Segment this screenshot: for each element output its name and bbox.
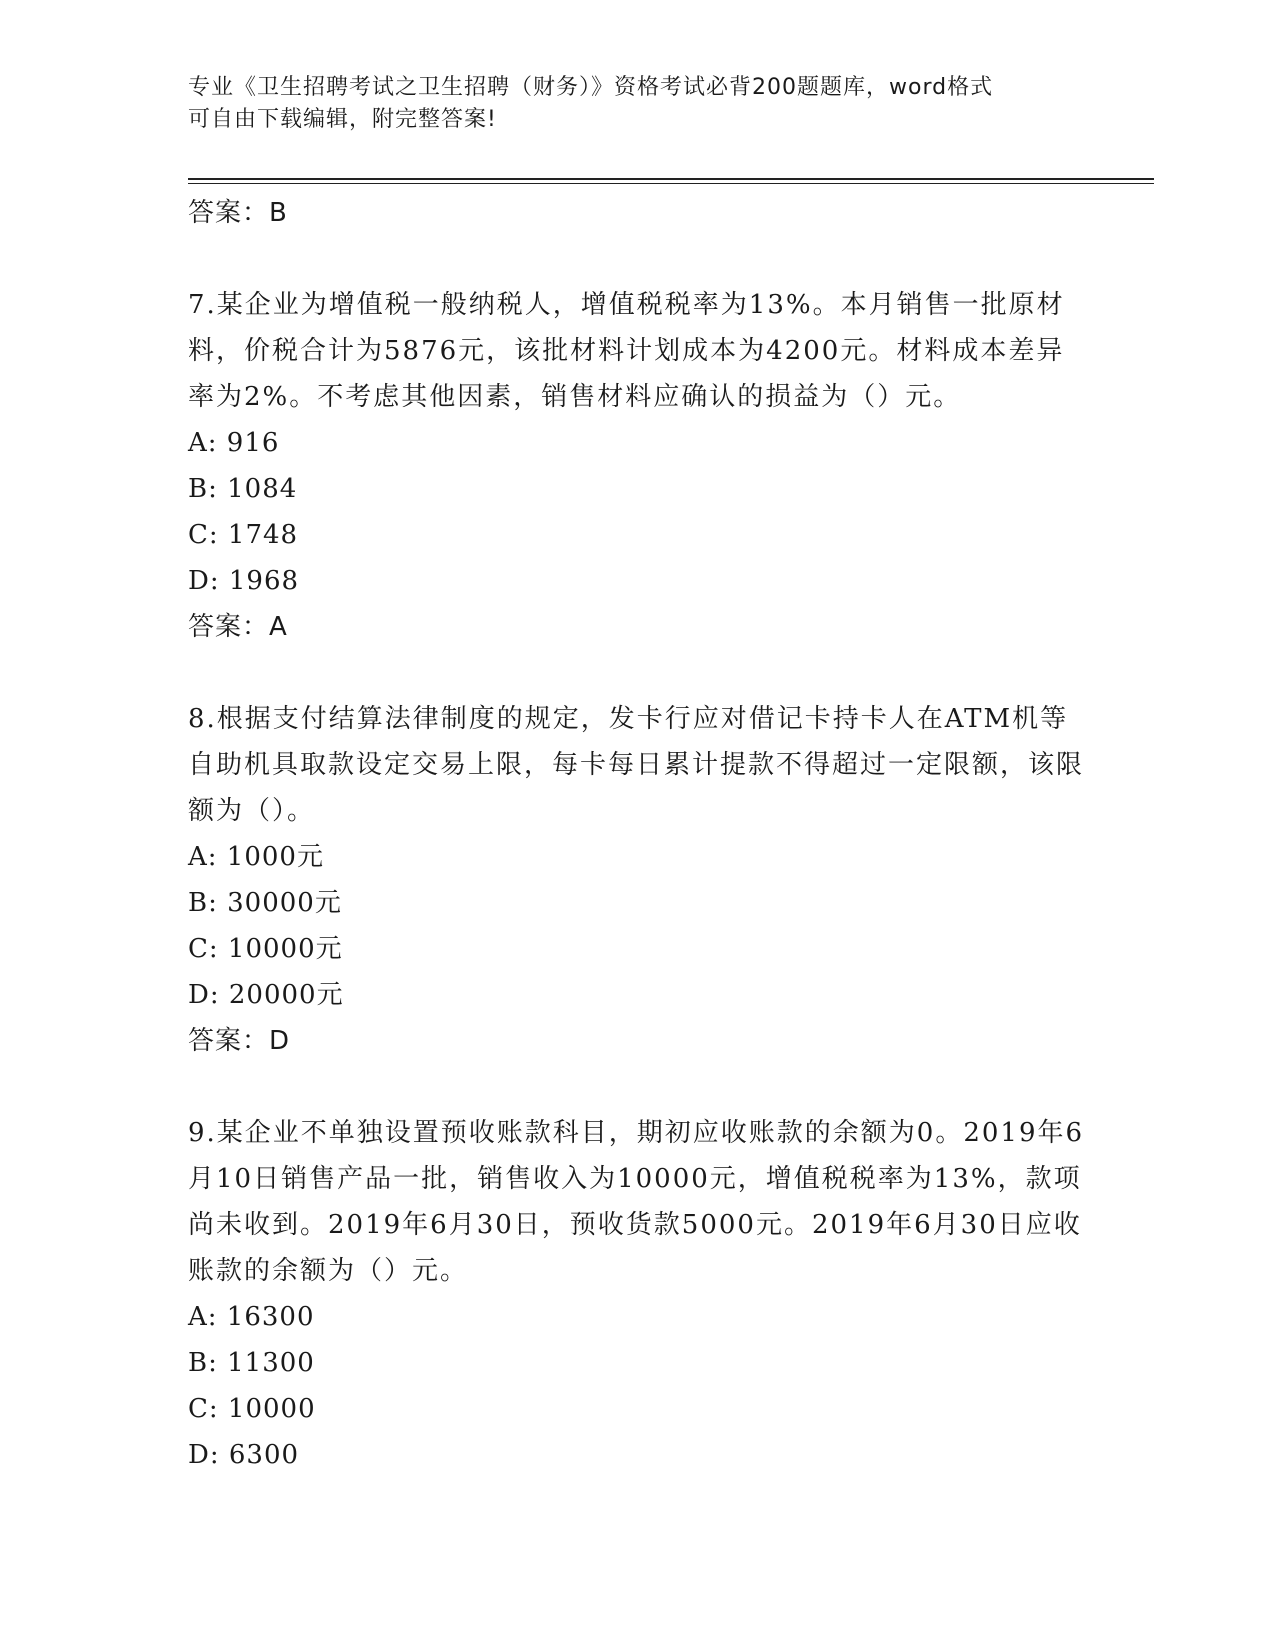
option-a: A: 16300: [188, 1302, 315, 1332]
option-d: D: 6300: [188, 1440, 300, 1470]
question-block-9: [188, 1110, 1088, 1478]
option-d: D: 1968: [188, 566, 300, 596]
header-divider-thick: [188, 178, 1154, 180]
option-c: C: 10000元: [188, 934, 343, 964]
option-b: B: 1084: [188, 474, 298, 504]
header-line-1: 专业《卫生招聘考试之卫生招聘（财务）》资格考试必背200题题库，word格式: [188, 75, 994, 100]
answer-line: 答案：D: [188, 1026, 291, 1056]
option-c: C: 1748: [188, 520, 299, 550]
option-a: A: 916: [188, 428, 280, 458]
document-header: [188, 72, 1068, 136]
question-text: 8.根据支付结算法律制度的规定，发卡行应对借记卡持卡人在ATM机等自助机具取款设定交易上限，每卡每日累计提款不得超过一定限额，该限额为（）。: [188, 704, 1085, 826]
question-block-8: [188, 696, 1088, 1064]
question-list: [188, 190, 1088, 1478]
option-b: B: 11300: [188, 1348, 315, 1378]
answer-line: 答案：A: [188, 612, 288, 642]
question-text: 7.某企业为增值税一般纳税人，增值税税率为13%。本月销售一批原材料，价税合计为5876元，该批材料计划成本为4200元。材料成本差异率为2%。不考虑其他因素，销售材料应确认的损益为（）元。: [188, 290, 1065, 412]
question-block-7: [188, 282, 1088, 650]
option-d: D: 20000元: [188, 980, 344, 1010]
option-a: A: 1000元: [188, 842, 324, 872]
option-b: B: 30000元: [188, 888, 342, 918]
question-text: 9.某企业不单独设置预收账款科目，期初应收账款的余额为0。2019年6月10日销售产品一批，销售收入为10000元，增值税税率为13%，款项尚未收到。2019年6月30日，预收货款5000元。2019年6月30日应收账款的余额为（）元。: [188, 1118, 1085, 1286]
previous-answer: 答案：B: [188, 198, 288, 228]
header-line-2: 可自由下载编辑，附完整答案!: [188, 107, 497, 132]
option-c: C: 10000: [188, 1394, 316, 1424]
header-divider-thin: [188, 183, 1154, 184]
